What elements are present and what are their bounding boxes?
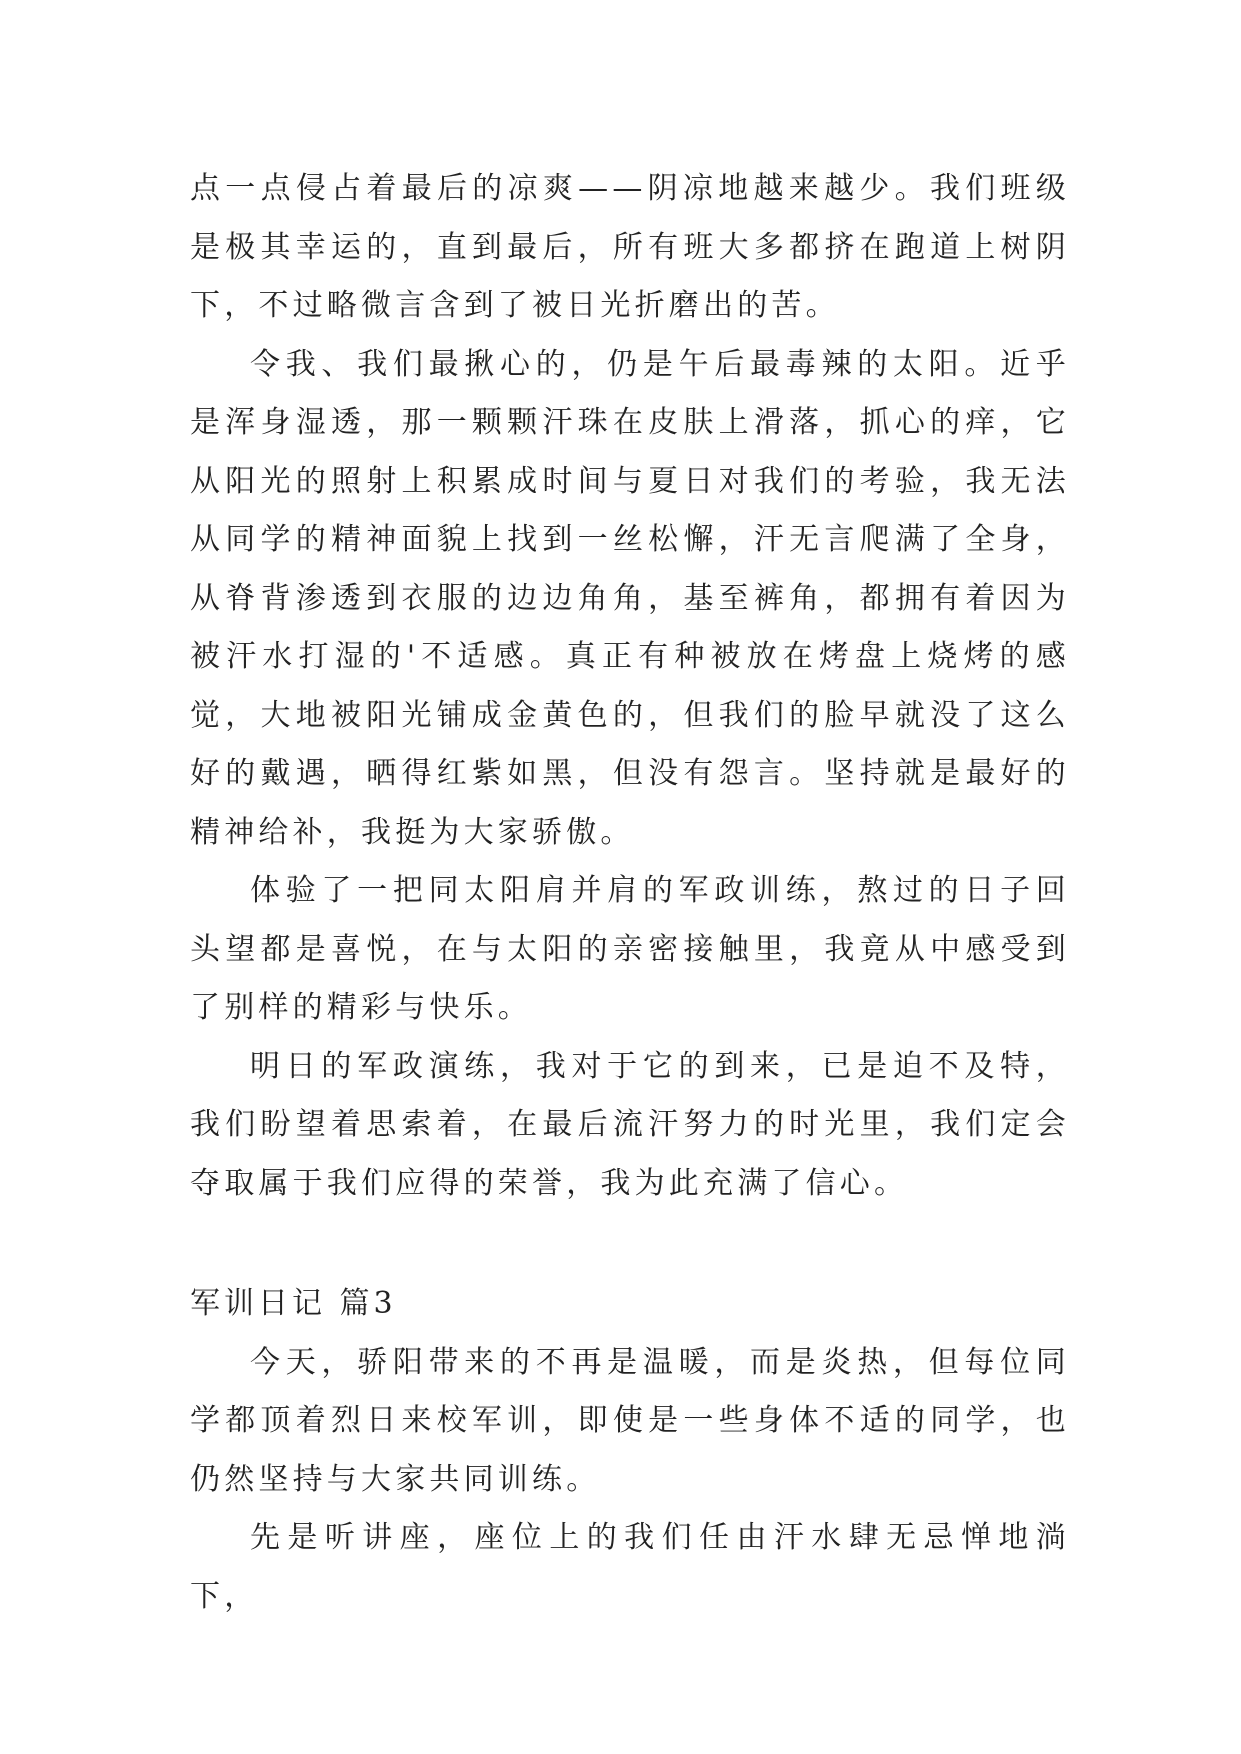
section-title: 军训日记 篇3	[190, 1286, 397, 1321]
paragraph-continued: 点一点侵占着最后的凉爽——阴凉地越来越少。我们班级是极其幸运的，直到最后，所有班大多都挤在跑道上树阴下，不过略微言含到了被日光折磨出的苦。	[190, 171, 1070, 323]
paragraph: 明日的军政演练，我对于它的到来，已是迫不及特，我们盼望着思索着，在最后流汗努力的时光里，我们定会夺取属于我们应得的荣誉，我为此充满了信心。	[190, 1048, 1070, 1201]
paragraph: 今天，骄阳带来的不再是温暖，而是炎热，但每位同学都顶着烈日来校军训，即使是一些身体不适的同学，也仍然坚持与大家共同训练。	[190, 1344, 1070, 1497]
paragraph: 令我、我们最揪心的，仍是午后最毒辣的太阳。近乎是浑身湿透，那一颗颗汗珠在皮肤上滑落，抓心的痒，它从阳光的照射上积累成时间与夏日对我们的考验，我无法从同学的精神面貌上找到一丝松懈，汗无言爬满了全身，从脊背渗透到衣服的边边角角，基至裤角，都拥有着因为被汗水打湿的'不适感。真正有种被放在烤盘上烧烤的感觉，大地被阳光铺成金黄色的，但我们的脸早就没了这么好的戴遇，晒得红紫如黑，但没有怨言。坚持就是最好的精神给补，我挺为大家骄傲。	[190, 346, 1070, 850]
paragraph: 体验了一把同太阳肩并肩的军政训练，熬过的日子回头望都是喜悦，在与太阳的亲密接触里，我竟从中感受到了别样的精彩与快乐。	[190, 873, 1070, 1025]
document-page	[190, 160, 1070, 1626]
paragraph: 先是听讲座，座位上的我们任由汗水肆无忌惮地淌下，	[190, 1520, 1070, 1614]
